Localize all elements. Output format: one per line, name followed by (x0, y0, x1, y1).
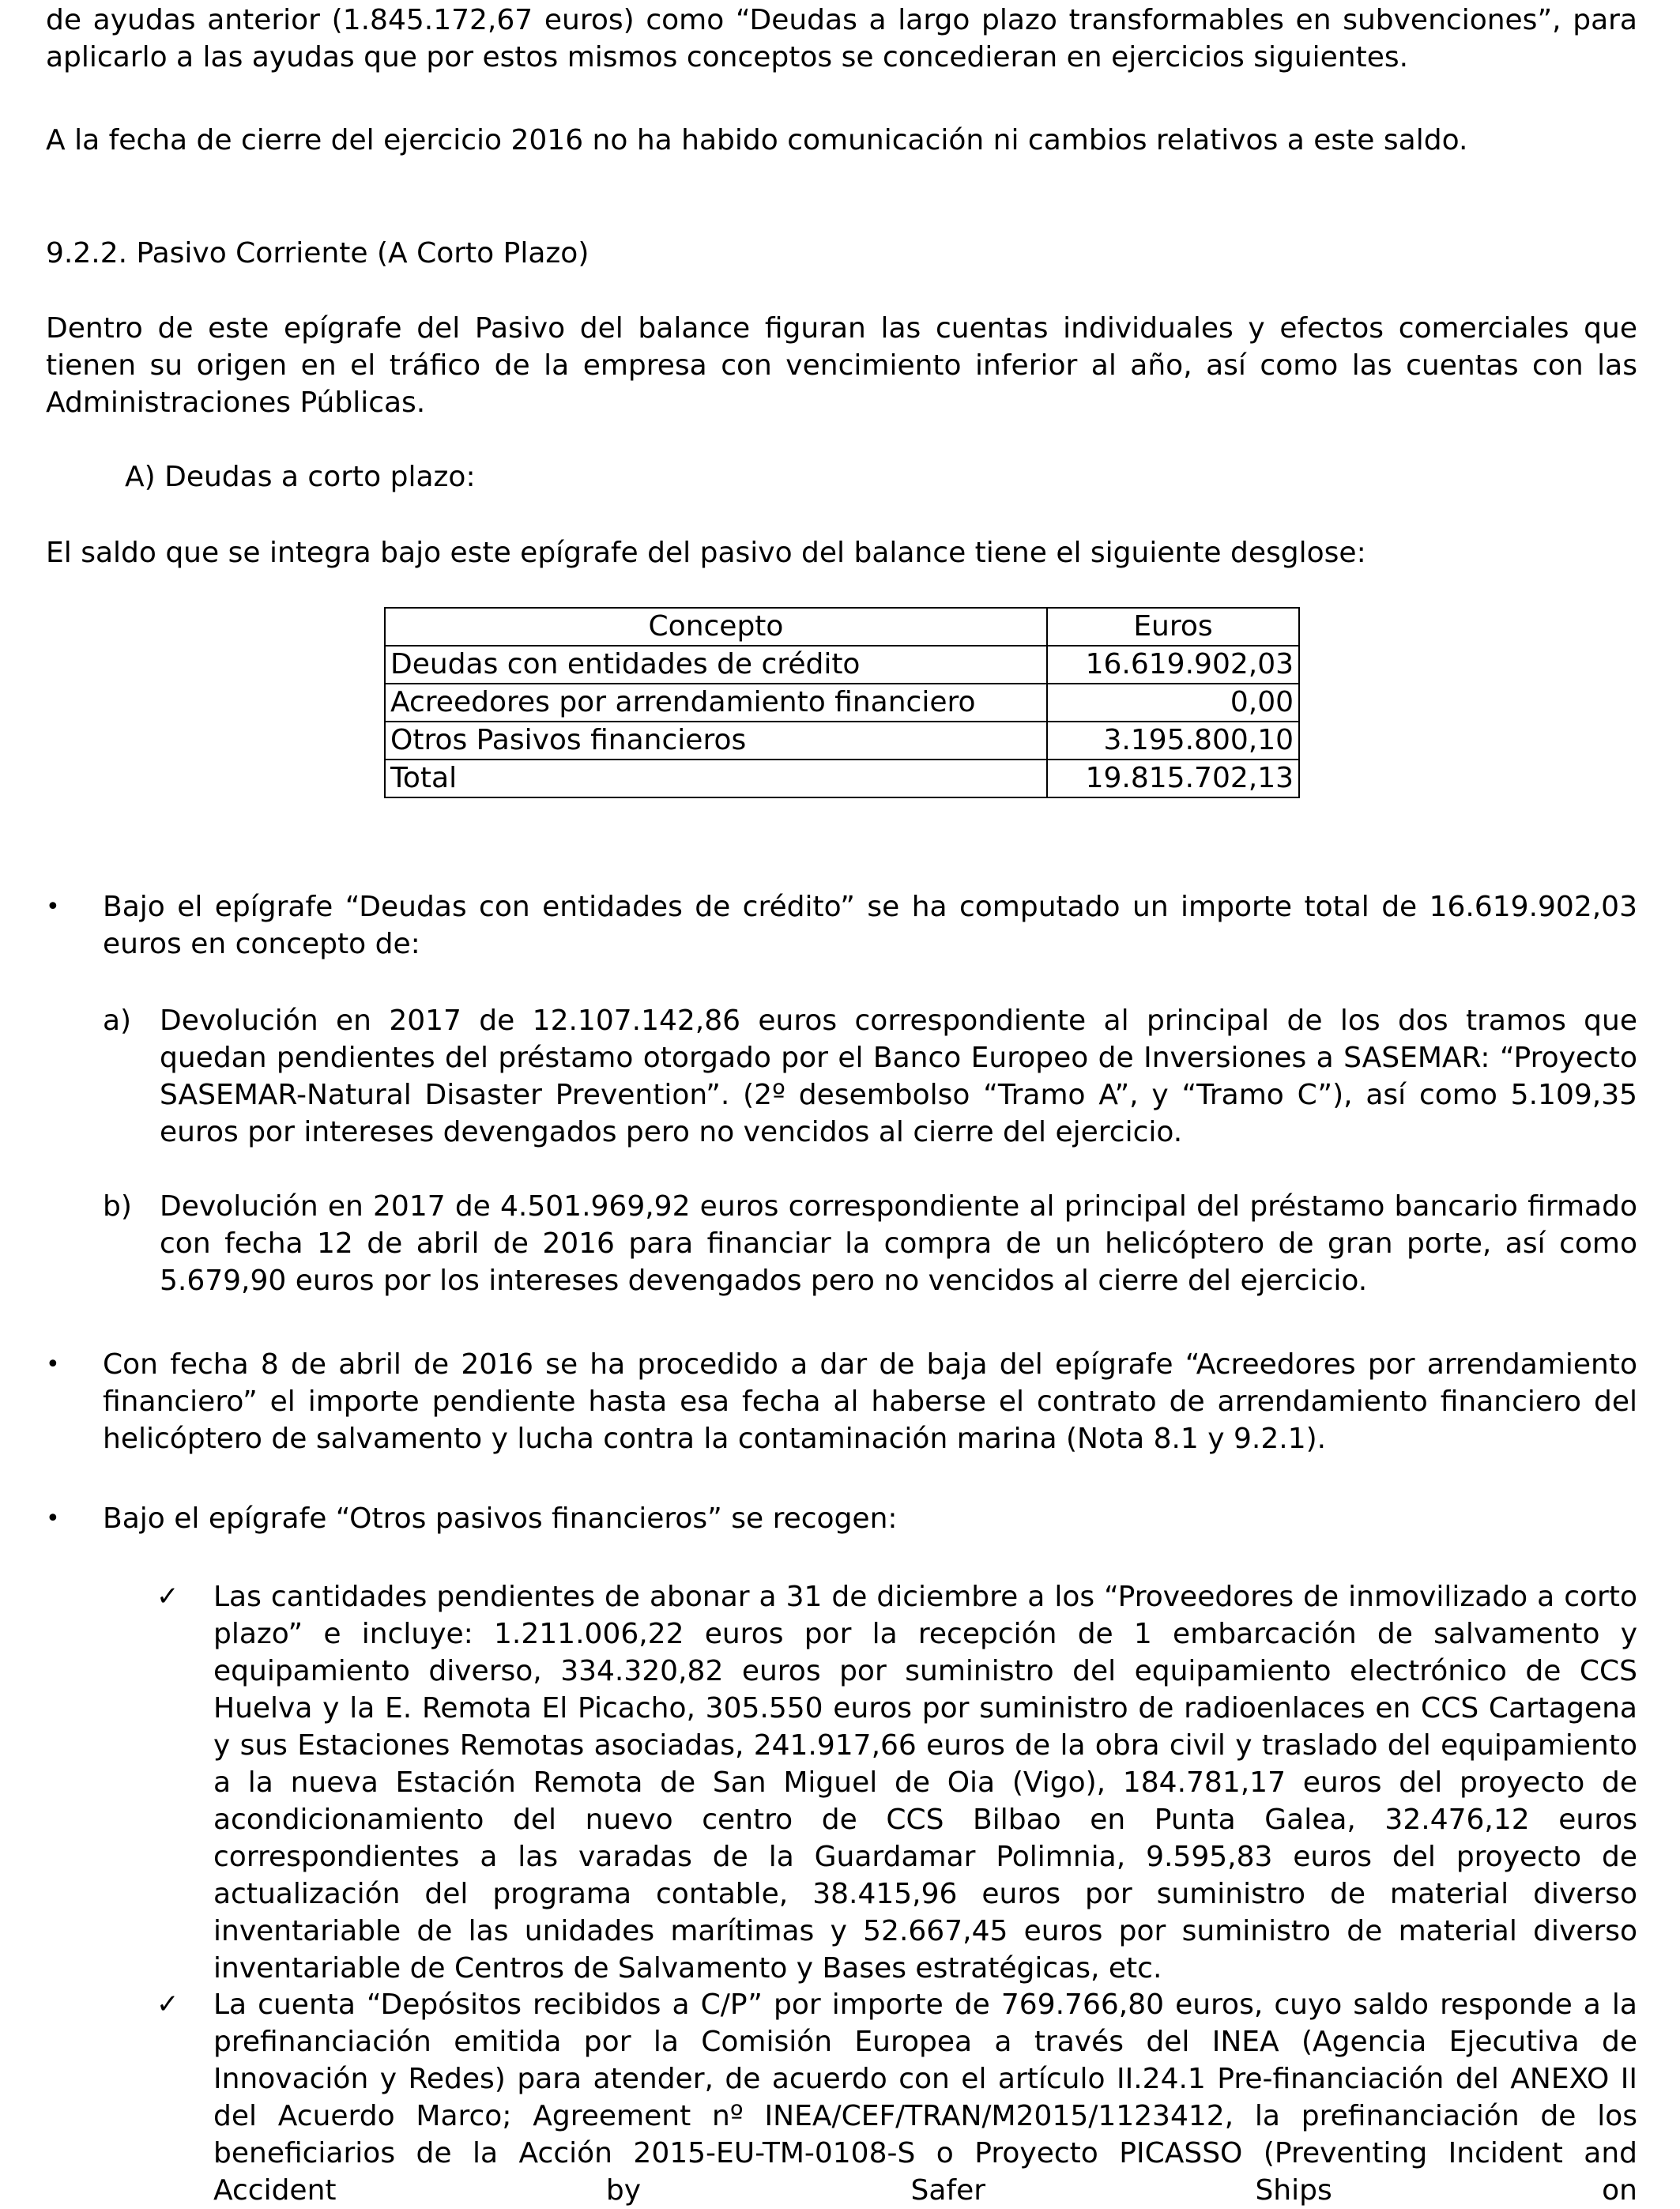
table-row (385, 646, 1299, 684)
table-cell-euros: 16.619.902,03 (1047, 646, 1299, 684)
paragraph-cierre-ejercicio: A la fecha de cierre del ejercicio 2016 no ha habido comunicación ni cambios relativos a este saldo. (46, 124, 1468, 156)
paragraph-pasivo-description: Dentro de este epígrafe del Pasivo del balance figuran las cuentas individuales y efectos comerciales que tienen su origen en el tráfico de la empresa con vencimiento inferior al año, así como las cuentas con las Administraciones Públicas. (46, 312, 1637, 419)
table-header-row (385, 608, 1299, 646)
bullet-text: Bajo el epígrafe “Deudas con entidades de crédito” se ha computado un importe total de 16.619.902,03 euros en concepto de: (103, 891, 1637, 960)
check-text: La cuenta “Depósitos recibidos a C/P” por importe de 769.766,80 euros, cuyo saldo responde a la prefinanciación emitida por la Comisión Europea a través del INEA (Agencia Ejecutiva de Innovación y Redes) para atender, de acuerdo con el artículo II.24.1 Pre-financiación del ANEXO II del Acuerdo Marco; Agreement nº INEA/CEF/TRAN/M2015/1123412, la prefinanciación de los beneficiarios de la Acción 2015-EU-TM-0108-S o Proyecto PICASSO (Preventing Incident and Accident by Safer Ships on (213, 1988, 1637, 2207)
enum-label: a) (103, 1005, 132, 1037)
table-cell-euros: 0,00 (1047, 684, 1299, 722)
table-cell-euros: 3.195.800,10 (1047, 722, 1299, 760)
table-cell-concepto: Otros Pasivos financieros (385, 722, 1047, 760)
check-text: Las cantidades pendientes de abonar a 31 de diciembre a los “Proveedores de inmovilizado a corto plazo” e incluye: 1.211.006,22 euros por la recepción de 1 embarcación de salvamento y equipamiento diverso, 334.320,82 euros por suministro del equipamiento electrónico de CCS Huelva y la E. Remota El Picacho, 305.550 euros por suministro de radioenlaces en CCS Cartagena y sus Estaciones Remotas asociadas, 241.917,66 euros de la obra civil y traslado del equipamiento a la nueva Estación Remota de San Miguel de Oia (Vigo), 184.781,17 euros del proyecto de acondicionamiento del nuevo centro de CCS Bilbao en Punta Galea, 32.476,12 euros correspondientes a las varadas de la Guardamar Polimnia, 9.595,83 euros del proyecto de actualización del programa contable, 38.415,96 euros por suministro de material diverso inventariable de las unidades marítimas y 52.667,45 euros por suministro de material diverso inventariable de Centros de Salvamento y Bases estratégicas, etc. (213, 1581, 1637, 1985)
section-heading-pasivo-corriente: 9.2.2. Pasivo Corriente (A Corto Plazo) (46, 237, 590, 270)
bullet-text: Con fecha 8 de abril de 2016 se ha procedido a dar de baja del epígrafe “Acreedores por arrendamiento financiero” el importe pendiente hasta esa fecha al haberse el contrato de arrendamiento financiero del helicóptero de salvamento y lucha contra la contaminación marina (Nota 8.1 y 9.2.1). (103, 1348, 1637, 1455)
table-row (385, 684, 1299, 722)
bullet-icon: • (46, 893, 60, 921)
table-cell-concepto: Deudas con entidades de crédito (385, 646, 1047, 684)
table-cell-euros: 19.815.702,13 (1047, 760, 1299, 797)
enum-text: Devolución en 2017 de 12.107.142,86 euros correspondiente al principal de los dos tramos que quedan pendientes del préstamo otorgado por el Banco Europeo de Inversiones a SASEMAR: “Proyecto SASEMAR-Natural Disaster Prevention”. (2º desembolso “Tramo A”, y “Tramo C”), así como 5.109,35 euros por intereses devengados pero no vencidos al cierre del ejercicio. (160, 1005, 1637, 1148)
table-total-row (385, 760, 1299, 797)
bullet-icon: • (46, 1505, 60, 1532)
subheading-deudas-corto-plazo: A) Deudas a corto plazo: (125, 461, 476, 493)
deudas-corto-plazo-table (384, 607, 1300, 798)
table-cell-concepto: Total (385, 760, 1047, 797)
paragraph-ayudas-anterior: de ayudas anterior (1.845.172,67 euros) como “Deudas a largo plazo transformables en subvenciones”, para aplicarlo a las ayudas que por estos mismos conceptos se concedieran en ejercicios siguientes. (46, 4, 1637, 74)
table-header-concepto: Concepto (385, 608, 1047, 646)
table-row (385, 722, 1299, 760)
bullet-icon: • (46, 1351, 60, 1378)
table-cell-concepto: Acreedores por arrendamiento financiero (385, 684, 1047, 722)
table-header-euros: Euros (1047, 608, 1299, 646)
checkmark-icon: ✓ (156, 1988, 179, 2020)
checkmark-icon: ✓ (156, 1581, 179, 1612)
paragraph-saldo-desglose: El saldo que se integra bajo este epígrafe del pasivo del balance tiene el siguiente desglose: (46, 537, 1366, 569)
enum-text: Devolución en 2017 de 4.501.969,92 euros correspondiente al principal del préstamo bancario firmado con fecha 12 de abril de 2016 para financiar la compra de un helicóptero de gran porte, así como 5.679,90 euros por los intereses devengados pero no vencidos al cierre del ejercicio. (160, 1190, 1637, 1297)
bullet-text: Bajo el epígrafe “Otros pasivos financieros” se recogen: (103, 1502, 898, 1535)
enum-label: b) (103, 1190, 132, 1223)
